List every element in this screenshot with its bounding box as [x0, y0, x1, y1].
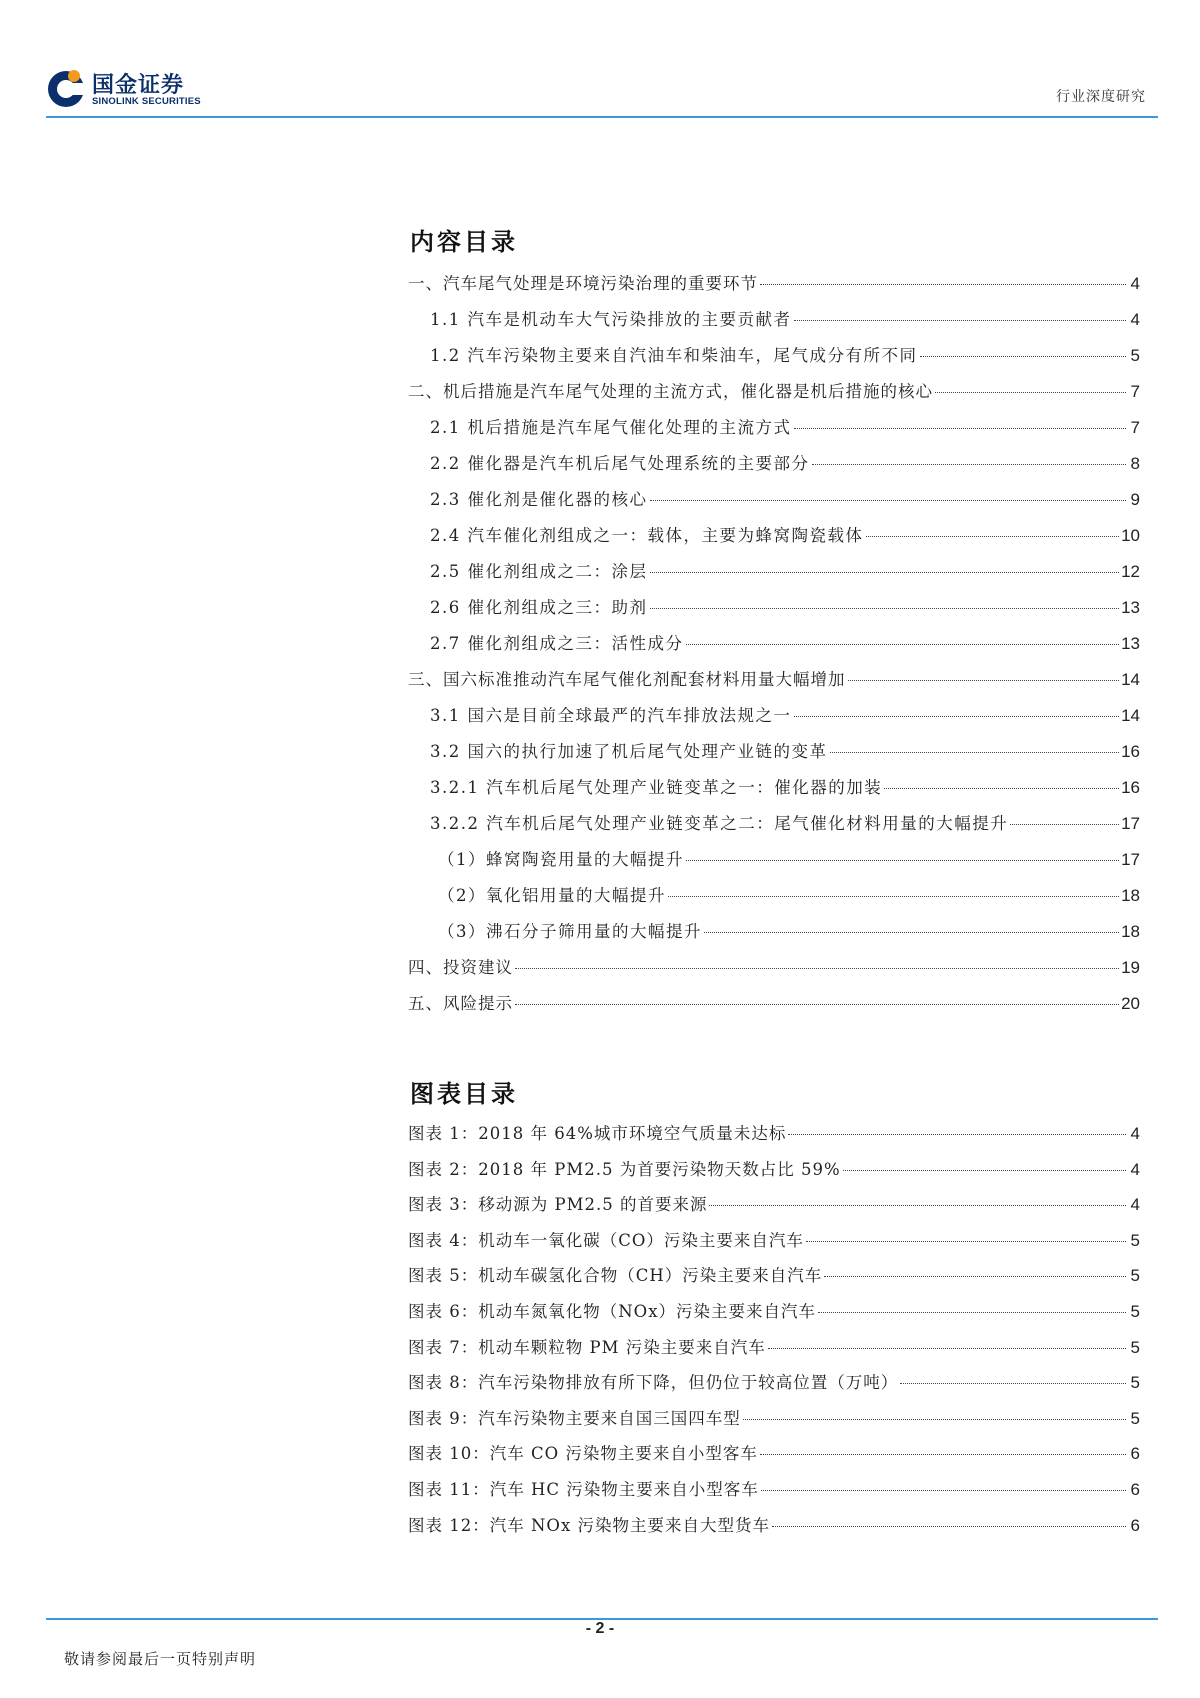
contents-entry-text: 五、风险提示	[408, 994, 513, 1013]
contents-entry-text: 三、国六标准推动汽车尾气催化剂配套材料用量大幅增加	[408, 670, 846, 689]
figure-entry[interactable]	[408, 1334, 1140, 1370]
dot-leader	[794, 716, 1120, 717]
contents-entry-page: 13	[1121, 598, 1140, 617]
contents-entry-page: 16	[1121, 778, 1140, 797]
figure-entry[interactable]	[408, 1191, 1140, 1227]
dot-leader	[848, 680, 1120, 681]
contents-entry-text: 2.1 机后措施是汽车尾气催化处理的主流方式	[430, 418, 792, 437]
contents-entry-page: 7	[1130, 382, 1140, 401]
contents-entry-text: 3.2.1 汽车机后尾气处理产业链变革之一：催化器的加装	[430, 778, 883, 797]
contents-entry[interactable]	[408, 270, 1140, 306]
contents-entry-text: 2.6 催化剂组成之三：助剂	[430, 598, 648, 617]
figure-entry[interactable]	[408, 1512, 1140, 1548]
contents-entry[interactable]	[408, 954, 1140, 990]
figure-entry-page: 5	[1130, 1408, 1140, 1428]
contents-entry[interactable]	[408, 306, 1140, 342]
page-header	[46, 66, 1158, 118]
figure-entry-page: 5	[1130, 1301, 1140, 1321]
dot-leader	[824, 1276, 1126, 1277]
figure-entry-text: 图表 4：机动车一氧化碳（CO）污染主要来自汽车	[408, 1230, 804, 1250]
contents-entry-page: 20	[1121, 994, 1140, 1013]
contents-entry-page: 5	[1130, 346, 1140, 365]
figure-entry-page: 6	[1130, 1444, 1140, 1464]
contents-entry-page: 18	[1121, 886, 1140, 905]
dot-leader	[935, 392, 1126, 393]
logo-english-name: SINOLINK SECURITIES	[92, 96, 201, 107]
figure-entry-text: 图表 11：汽车 HC 污染物主要来自小型客车	[408, 1479, 759, 1499]
dot-leader	[668, 896, 1119, 897]
logo-chinese-name: 国金证券	[92, 73, 185, 98]
dot-leader	[709, 1205, 1126, 1206]
contents-entry-text: （2）氧化铝用量的大幅提升	[438, 886, 666, 905]
contents-entry-page: 8	[1130, 454, 1140, 473]
contents-entry-text: 2.7 催化剂组成之三：活性成分	[430, 634, 684, 653]
contents-entry[interactable]	[408, 594, 1140, 630]
contents-entry-page: 4	[1130, 274, 1140, 293]
figure-entry-text: 图表 5：机动车碳氢化合物（CH）污染主要来自汽车	[408, 1266, 823, 1286]
contents-entry-text: 1.1 汽车是机动车大气污染排放的主要贡献者	[430, 310, 792, 329]
dot-leader	[704, 932, 1119, 933]
header-divider	[46, 116, 1158, 118]
contents-entry[interactable]	[408, 342, 1140, 378]
contents-entry[interactable]	[408, 846, 1140, 882]
contents-entry-text: 2.4 汽车催化剂组成之一：载体，主要为蜂窝陶瓷载体	[430, 526, 864, 545]
dot-leader	[843, 1170, 1126, 1171]
contents-entry-text: 3.2 国六的执行加速了机后尾气处理产业链的变革	[430, 742, 828, 761]
figure-entry-page: 5	[1130, 1337, 1140, 1357]
dot-leader	[794, 320, 1127, 321]
figure-entry-page: 4	[1130, 1159, 1140, 1179]
contents-entry[interactable]	[408, 630, 1140, 666]
contents-entry-page: 18	[1121, 922, 1140, 941]
contents-entry-page: 17	[1121, 814, 1140, 833]
figures-title: 图表目录	[410, 1080, 518, 1108]
contents-entry-page: 16	[1121, 742, 1140, 761]
dot-leader	[768, 1348, 1126, 1349]
sinolink-logo-icon	[46, 68, 86, 108]
dot-leader	[760, 1454, 1126, 1455]
dot-leader	[650, 608, 1120, 609]
disclaimer-note: 敬请参阅最后一页特别声明	[64, 1650, 257, 1668]
contents-entry-page: 9	[1130, 490, 1140, 509]
report-type-label: 行业深度研究	[1056, 89, 1146, 105]
contents-entry[interactable]	[408, 486, 1140, 522]
dot-leader	[686, 860, 1119, 861]
contents-entry[interactable]	[408, 774, 1140, 810]
dot-leader	[920, 356, 1127, 357]
contents-entry-page: 17	[1121, 850, 1140, 869]
contents-entry[interactable]	[408, 810, 1140, 846]
figure-entry-text: 图表 10：汽车 CO 污染物主要来自小型客车	[408, 1444, 758, 1464]
dot-leader	[794, 428, 1127, 429]
contents-entry-page: 14	[1121, 670, 1140, 689]
dot-leader	[830, 752, 1120, 753]
figure-entry-page: 5	[1130, 1266, 1140, 1286]
contents-entry[interactable]	[408, 882, 1140, 918]
figure-entry[interactable]	[408, 1156, 1140, 1192]
contents-entry-text: （1）蜂窝陶瓷用量的大幅提升	[438, 850, 684, 869]
figure-entry-page: 5	[1130, 1230, 1140, 1250]
contents-entry-text: 四、投资建议	[408, 958, 513, 977]
contents-title: 内容目录	[410, 228, 518, 256]
contents-entry-page: 13	[1121, 634, 1140, 653]
figure-entry[interactable]	[408, 1227, 1140, 1263]
figure-entry-page: 6	[1130, 1479, 1140, 1499]
dot-leader	[818, 1312, 1126, 1313]
contents-entry-text: 一、汽车尾气处理是环境污染治理的重要环节	[408, 274, 758, 293]
dot-leader	[743, 1419, 1126, 1420]
figure-entry[interactable]	[408, 1298, 1140, 1334]
dot-leader	[884, 788, 1119, 789]
contents-entry-page: 4	[1130, 310, 1140, 329]
figure-entry-page: 4	[1130, 1124, 1140, 1143]
figure-entry[interactable]	[408, 1262, 1140, 1298]
contents-entry-text: 3.2.2 汽车机后尾气处理产业链变革之二：尾气催化材料用量的大幅提升	[430, 814, 1009, 833]
dot-leader	[900, 1383, 1126, 1384]
contents-entry-page: 14	[1121, 706, 1140, 725]
contents-list	[408, 270, 1140, 1026]
figure-entry-text: 图表 12：汽车 NOx 污染物主要来自大型货车	[408, 1515, 771, 1535]
figures-list	[408, 1120, 1140, 1547]
figure-entry-text: 图表 9：汽车污染物主要来自国三国四车型	[408, 1408, 741, 1428]
contents-entry-page: 12	[1121, 562, 1140, 581]
dot-leader	[772, 1526, 1126, 1527]
contents-entry-text: 1.2 汽车污染物主要来自汽油车和柴油车，尾气成分有所不同	[430, 346, 918, 365]
contents-entry[interactable]	[408, 702, 1140, 738]
figure-entry-page: 5	[1130, 1373, 1140, 1393]
dot-leader	[515, 1004, 1119, 1005]
dot-leader	[761, 1490, 1126, 1491]
contents-entry-text: 3.1 国六是目前全球最严的汽车排放法规之一	[430, 706, 792, 725]
dot-leader	[650, 572, 1120, 573]
figure-entry[interactable]	[408, 1405, 1140, 1441]
figure-entry-page: 4	[1130, 1195, 1140, 1215]
contents-entry[interactable]	[408, 522, 1140, 558]
dot-leader	[760, 284, 1126, 285]
figure-entry-text: 图表 3：移动源为 PM2.5 的首要来源	[408, 1195, 708, 1215]
contents-entry-text: 二、机后措施是汽车尾气处理的主流方式，催化器是机后措施的核心	[408, 382, 933, 401]
dot-leader	[686, 644, 1120, 645]
contents-entry-page: 7	[1130, 418, 1140, 437]
dot-leader	[1010, 824, 1119, 825]
contents-entry[interactable]	[408, 918, 1140, 954]
contents-entry[interactable]	[408, 738, 1140, 774]
figure-entry-text: 图表 2：2018 年 PM2.5 为首要污染物天数占比 59%	[408, 1159, 841, 1179]
contents-entry-text: 2.5 催化剂组成之二：涂层	[430, 562, 648, 581]
contents-entry-page: 19	[1121, 958, 1140, 977]
figure-entry-text: 图表 6：机动车氮氧化物（NOx）污染主要来自汽车	[408, 1301, 817, 1321]
contents-entry[interactable]	[408, 414, 1140, 450]
contents-entry-text: （3）沸石分子筛用量的大幅提升	[438, 922, 702, 941]
contents-entry-page: 10	[1121, 526, 1140, 545]
page-number: - 2 -	[585, 1620, 615, 1637]
contents-entry-text: 2.3 催化剂是催化器的核心	[430, 490, 648, 509]
company-logo	[46, 66, 286, 114]
figure-entry-text: 图表 7：机动车颗粒物 PM 污染主要来自汽车	[408, 1337, 766, 1357]
dot-leader	[866, 536, 1120, 537]
contents-entry-text: 2.2 催化器是汽车机后尾气处理系统的主要部分	[430, 454, 810, 473]
dot-leader	[812, 464, 1127, 465]
contents-entry[interactable]	[408, 378, 1140, 414]
dot-leader	[650, 500, 1127, 501]
contents-entry[interactable]	[408, 666, 1140, 702]
figure-entry[interactable]	[408, 1440, 1140, 1476]
dot-leader	[788, 1134, 1126, 1135]
figure-entry-page: 6	[1130, 1515, 1140, 1535]
dot-leader	[515, 968, 1119, 969]
figure-entry[interactable]	[408, 1369, 1140, 1405]
figure-entry[interactable]	[408, 1120, 1140, 1156]
contents-entry[interactable]	[408, 990, 1140, 1026]
figure-entry-text: 图表 1：2018 年 64%城市环境空气质量未达标	[408, 1124, 787, 1143]
contents-entry[interactable]	[408, 558, 1140, 594]
figure-entry-text: 图表 8：汽车污染物排放有所下降，但仍位于较高位置（万吨）	[408, 1373, 899, 1393]
figure-entry[interactable]	[408, 1476, 1140, 1512]
dot-leader	[806, 1241, 1126, 1242]
contents-entry[interactable]	[408, 450, 1140, 486]
